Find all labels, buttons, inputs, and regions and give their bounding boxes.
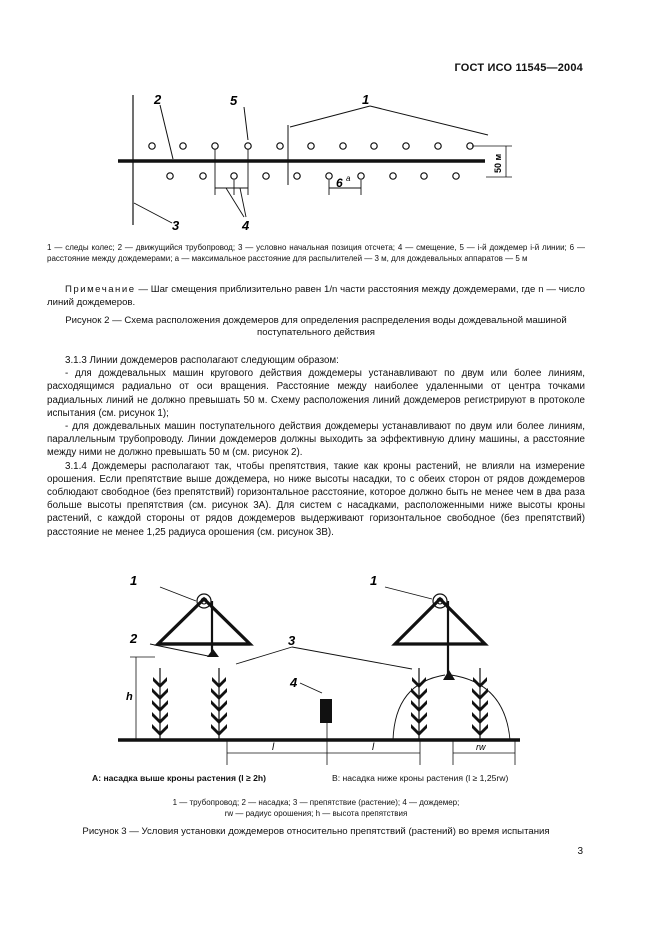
fig3-label-1a: 1 bbox=[130, 573, 138, 588]
fig2-label-4: 4 bbox=[242, 218, 250, 233]
fig3-label-4: 4 bbox=[290, 675, 298, 690]
fig3-label-l-a: l bbox=[272, 742, 275, 753]
figure-3-legend-line-1: 1 — трубопровод; 2 — насадка; 3 — препятствие (растение); 4 — дождемер; bbox=[172, 798, 460, 807]
note-label: Примечание bbox=[65, 284, 136, 295]
paragraph-3-1-4: 3.1.4 Дождемеры располагают так, чтобы препятствия, такие как кроны растений, не влияли на измерение орошения. Если препятствие выше дождемера, но ниже высоты насадки, то с обеих сторон от рядов дождемеров соблюдают свободное (без препятствий) горизонтальное расстояние, которое должно быть не менее чем в два раза больше высоты препятствия (см. рисунок 3А). Для систем с насадками, расположенными ниже высоты кроны растений, с каждой стороны от рядов дождемеров выдерживают горизонтальное свободное (без препятствий) расстояние не менее 1,25 радиуса орошения (см. рисунок 3В). bbox=[47, 460, 585, 538]
figure-2-legend: 1 — следы колес; 2 — движущийся трубопровод; 3 — условно начальная позиция отсчета; 4 — смещение, 5 — i-й дождемер i-й линии; 6 — расстояние между дождемерами; a — максимальное расстояние для распылителей — 3 м, для дождевальных аппаратов — 5 м bbox=[47, 243, 585, 263]
paragraph-linear: - для дождевальных машин поступательного действия дождемеры устанавливают по двум или более линиям, параллельным трубопроводу. Линии дождемеров должны выходить за эффективную длину машины, а расстояние между ними не должно превышать 50 м (см. рисунок 2). bbox=[47, 421, 585, 459]
fig3-label-1b: 1 bbox=[370, 573, 378, 588]
figure-3-diagram bbox=[0, 565, 661, 765]
fig2-label-1: 1 bbox=[362, 92, 370, 107]
figure-3-caption: Рисунок 3 — Условия установки дождемеров относительно препятствий (растений) во время испытания bbox=[82, 826, 550, 837]
figure-2-caption: Рисунок 2 — Схема расположения дождемеров для определения распределения воды дождевальной машиной поступательного действия bbox=[65, 315, 567, 338]
fig3-label-2: 2 bbox=[130, 631, 138, 646]
fig3-subcaption-a: А: насадка выше кроны растения (l ≥ 2h) bbox=[92, 773, 266, 783]
fig2-label-6: 6 bbox=[336, 176, 343, 190]
fig2-label-3: 3 bbox=[172, 218, 180, 233]
fig2-label-a: a bbox=[346, 174, 351, 183]
fig3-label-l-b: l bbox=[372, 742, 375, 753]
page-number: 3 bbox=[577, 846, 583, 857]
figure-3-legend-line-2: rw — радиус орошения; h — высота препятствия bbox=[224, 809, 408, 818]
body-text bbox=[47, 354, 585, 539]
figure-2-note bbox=[47, 283, 585, 309]
fig3-subcaption-b: В: насадка ниже кроны растения (l ≥ 1,25rw) bbox=[332, 773, 509, 783]
paragraph-3-1-3: 3.1.3 Линии дождемеров располагают следующим образом: bbox=[65, 355, 339, 366]
fig2-dim-50m: 50 м bbox=[493, 153, 503, 173]
fig3-label-3: 3 bbox=[288, 633, 296, 648]
fig2-label-5: 5 bbox=[230, 93, 238, 108]
figure-2-diagram bbox=[0, 85, 661, 240]
fig3-label-h: h bbox=[126, 691, 133, 703]
fig3-label-rw: rw bbox=[476, 742, 486, 752]
paragraph-circular: - для дождевальных машин кругового действия дождемеры устанавливают по двум или более линиям, расходящимся радиально от оси вращения. Расстояние между наиболее удаленными от центра точками радиальных линий не должно превышать 50 м. Схему расположения линий дождемеров регистрируют в протоколе испытания (см. рисунок 1); bbox=[47, 368, 585, 419]
document-header: ГОСТ ИСО 11545—2004 bbox=[454, 62, 583, 74]
note-text: — Шаг смещения приблизительно равен 1/n части расстояния между дождемерами, где n — число линий дождемеров. bbox=[47, 284, 585, 308]
fig2-label-2: 2 bbox=[154, 92, 162, 107]
